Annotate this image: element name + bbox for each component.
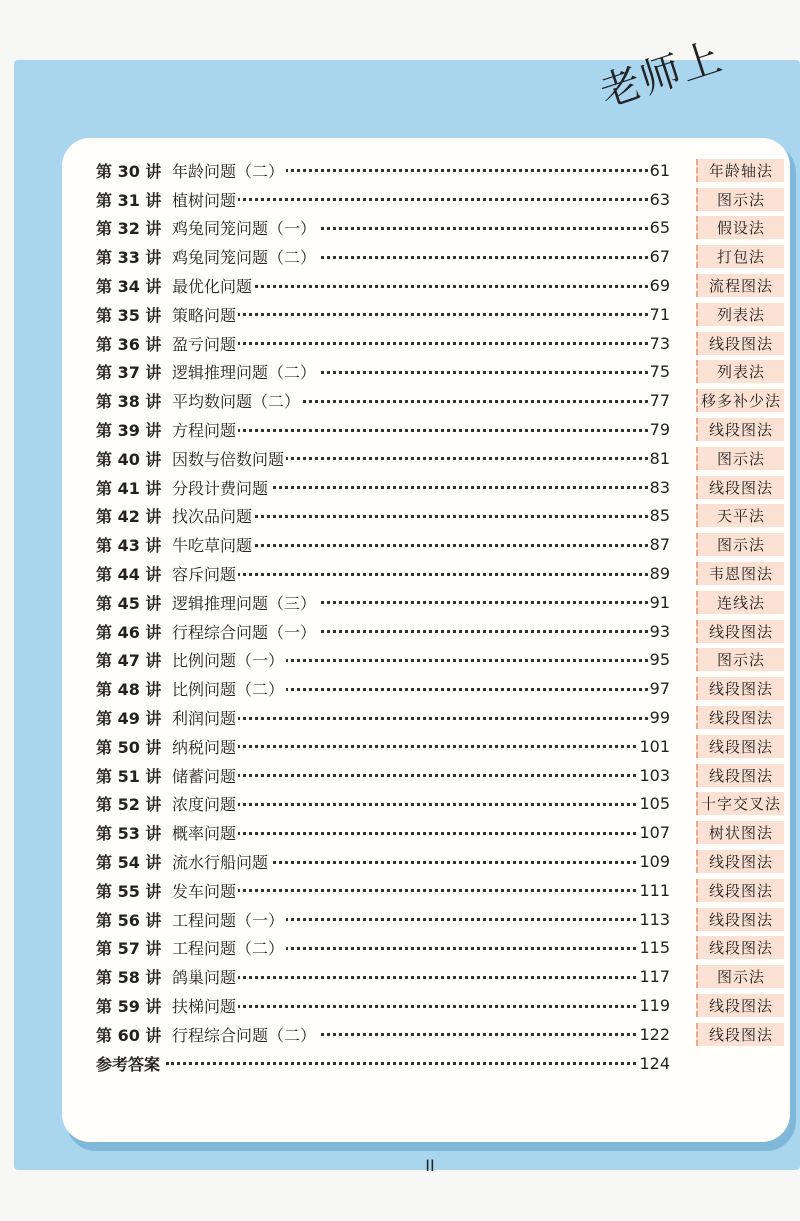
lecture-title[interactable]: 流水行船问题 (172, 850, 270, 873)
toc-row[interactable] (96, 847, 786, 876)
method-badge: 线段图法 (696, 764, 784, 787)
method-badge: 打包法 (696, 245, 784, 268)
dot-leader (176, 774, 666, 777)
method-badge: 列表法 (696, 360, 784, 383)
page-ref: 67 (649, 247, 670, 267)
toc-row[interactable] (96, 1020, 786, 1049)
method-badge: 连线法 (696, 591, 784, 614)
page-ref: 117 (639, 967, 670, 987)
toc-row[interactable] (96, 214, 786, 243)
lecture-number: 第 54 讲 (96, 853, 162, 873)
lecture-title[interactable]: 储蓄问题 (172, 764, 238, 787)
page-ref: 77 (649, 391, 670, 411)
toc-row[interactable] (96, 818, 786, 847)
toc-row[interactable] (96, 646, 786, 675)
lecture-title[interactable]: 概率问题 (172, 821, 238, 844)
lecture-number: 第 51 讲 (96, 766, 162, 786)
toc-row[interactable] (96, 386, 786, 415)
answers-title[interactable]: 参考答案 (96, 1052, 162, 1075)
toc-row[interactable] (96, 790, 786, 819)
toc-row[interactable] (96, 271, 786, 300)
toc-row[interactable] (96, 934, 786, 963)
lecture-title[interactable]: 利润问题 (172, 706, 238, 729)
page-ref: 85 (649, 506, 670, 526)
lecture-number: 第 46 讲 (96, 622, 162, 642)
page-ref: 63 (649, 189, 670, 209)
page-ref: 87 (649, 535, 670, 555)
method-badge: 图示法 (696, 447, 784, 470)
lecture-title[interactable]: 方程问题 (172, 418, 238, 441)
toc-row[interactable] (96, 991, 786, 1020)
lecture-title[interactable]: 盈亏问题 (172, 332, 238, 355)
toc-row[interactable] (96, 242, 786, 271)
lecture-number: 第 53 讲 (96, 824, 162, 844)
dot-leader (176, 573, 666, 576)
lecture-title[interactable]: 行程综合问题（一） (172, 620, 318, 643)
lecture-title[interactable]: 平均数问题（二） (172, 389, 302, 412)
toc-row[interactable] (96, 473, 786, 502)
method-badge: 列表法 (696, 303, 784, 326)
lecture-title[interactable]: 工程问题（二） (172, 936, 286, 959)
method-badge: 线段图法 (696, 706, 784, 729)
header-title-fragment: 老师上 (594, 33, 729, 117)
method-badge: 线段图法 (696, 850, 784, 873)
lecture-title[interactable]: 鸽巢问题 (172, 965, 238, 988)
toc-row[interactable] (96, 444, 786, 473)
lecture-title[interactable]: 逻辑推理问题（三） (172, 591, 318, 614)
toc-row[interactable] (96, 674, 786, 703)
method-badge: 图示法 (696, 965, 784, 988)
method-badge: 树状图法 (696, 821, 784, 844)
lecture-title[interactable]: 鸡兔同笼问题（二） (172, 245, 318, 268)
dot-leader (176, 832, 666, 835)
lecture-number: 第 55 讲 (96, 881, 162, 901)
method-badge: 线段图法 (696, 418, 784, 441)
lecture-number: 第 31 讲 (96, 190, 162, 210)
method-badge: 线段图法 (696, 908, 784, 931)
page-ref: 97 (649, 679, 670, 699)
answers-page-ref: 124 (639, 1053, 670, 1073)
page-ref: 93 (649, 621, 670, 641)
lecture-title[interactable]: 发车问题 (172, 879, 238, 902)
lecture-title[interactable]: 逻辑推理问题（二） (172, 360, 318, 383)
dot-leader (176, 342, 666, 345)
method-badge: 韦恩图法 (696, 562, 784, 585)
toc-row[interactable] (96, 962, 786, 991)
method-badge: 十字交叉法 (696, 792, 784, 815)
page-ref: 119 (639, 996, 670, 1015)
method-badge: 线段图法 (696, 620, 784, 643)
lecture-title[interactable]: 最优化问题 (172, 274, 254, 297)
page-ref: 95 (649, 650, 670, 670)
page-ref: 75 (649, 362, 670, 382)
lecture-number: 第 38 讲 (96, 392, 162, 412)
page-ref: 73 (649, 333, 670, 353)
lecture-title[interactable]: 牛吃草问题 (172, 533, 254, 556)
toc-row[interactable] (96, 185, 786, 214)
dot-leader (176, 198, 666, 201)
lecture-number: 第 39 讲 (96, 421, 162, 441)
lecture-number: 第 41 讲 (96, 478, 162, 498)
page-ref: 69 (649, 276, 670, 296)
lecture-number: 第 50 讲 (96, 737, 162, 757)
page-ref: 111 (639, 880, 670, 900)
toc-row[interactable] (96, 761, 786, 790)
lecture-number: 第 36 讲 (96, 334, 162, 354)
toc-row[interactable] (96, 358, 786, 387)
page-ref: 81 (649, 448, 670, 468)
lecture-title[interactable]: 纳税问题 (172, 735, 238, 758)
dot-leader (176, 745, 666, 748)
lecture-title[interactable]: 策略问题 (172, 303, 238, 326)
lecture-title[interactable]: 因数与倍数问题 (172, 447, 286, 470)
lecture-number: 第 35 讲 (96, 305, 162, 325)
lecture-title[interactable]: 容斥问题 (172, 562, 238, 585)
page-ref: 109 (639, 852, 670, 872)
page-ref: 107 (639, 823, 670, 843)
dot-leader (176, 803, 666, 806)
table-of-contents (96, 156, 786, 1078)
lecture-number: 第 45 讲 (96, 593, 162, 613)
toc-row[interactable] (96, 703, 786, 732)
lecture-number: 第 58 讲 (96, 968, 162, 988)
page-ref: 61 (649, 160, 670, 180)
method-badge: 流程图法 (696, 274, 784, 297)
page-ref: 113 (639, 909, 670, 929)
lecture-number: 第 47 讲 (96, 651, 162, 671)
method-badge: 图示法 (696, 188, 784, 211)
toc-row[interactable] (96, 415, 786, 444)
toc-row[interactable] (96, 530, 786, 559)
page-ref: 65 (649, 218, 670, 238)
lecture-number: 第 42 讲 (96, 507, 162, 527)
lecture-title[interactable]: 找次品问题 (172, 504, 254, 527)
method-badge: 线段图法 (696, 677, 784, 700)
toc-row[interactable] (96, 617, 786, 646)
page-ref: 101 (639, 736, 670, 756)
page-ref: 122 (639, 1024, 670, 1044)
method-badge: 线段图法 (696, 936, 784, 959)
dot-leader (176, 1005, 666, 1008)
method-badge: 图示法 (696, 533, 784, 556)
method-badge: 移多补少法 (696, 389, 784, 412)
lecture-number: 第 34 讲 (96, 277, 162, 297)
page-number: II (425, 1156, 435, 1175)
lecture-number: 第 52 讲 (96, 795, 162, 815)
page-ref: 89 (649, 564, 670, 584)
toc-row[interactable] (96, 588, 786, 617)
lecture-title[interactable]: 扶梯问题 (172, 994, 238, 1017)
lecture-title[interactable]: 植树问题 (172, 188, 238, 211)
lecture-number: 第 48 讲 (96, 680, 162, 700)
lecture-title[interactable]: 比例问题（二） (172, 677, 286, 700)
page-ref: 103 (639, 765, 670, 785)
page-ref: 99 (649, 708, 670, 728)
lecture-number: 第 43 讲 (96, 536, 162, 556)
toc-row[interactable] (96, 156, 786, 185)
lecture-number: 第 49 讲 (96, 709, 162, 729)
dot-leader (176, 429, 666, 432)
dot-leader (176, 889, 666, 892)
method-badge: 线段图法 (696, 994, 784, 1017)
page-ref: 91 (649, 592, 670, 612)
toc-row[interactable] (96, 329, 786, 358)
lecture-title[interactable]: 比例问题（一） (172, 648, 286, 671)
method-badge: 线段图法 (696, 879, 784, 902)
lecture-number: 第 30 讲 (96, 161, 162, 181)
lecture-title[interactable]: 工程问题（一） (172, 908, 286, 931)
toc-row[interactable] (96, 876, 786, 905)
toc-row[interactable] (96, 300, 786, 329)
toc-row[interactable] (96, 905, 786, 934)
dot-leader (176, 313, 666, 316)
lecture-number: 第 59 讲 (96, 997, 162, 1016)
method-badge: 线段图法 (696, 476, 784, 499)
page-ref: 83 (649, 477, 670, 497)
dot-leader (176, 717, 666, 720)
toc-row[interactable] (96, 559, 786, 588)
lecture-number: 第 57 讲 (96, 939, 162, 959)
lecture-title[interactable]: 鸡兔同笼问题（一） (172, 216, 318, 239)
method-badge: 图示法 (696, 648, 784, 671)
method-badge: 线段图法 (696, 735, 784, 758)
lecture-number: 第 37 讲 (96, 363, 162, 383)
dot-leader (176, 976, 666, 979)
toc-row[interactable] (96, 502, 786, 531)
method-badge: 线段图法 (696, 1023, 784, 1046)
answers-row[interactable] (96, 1049, 786, 1078)
page-ref: 115 (639, 938, 670, 958)
page-ref: 71 (649, 304, 670, 324)
lecture-number: 第 60 讲 (96, 1025, 162, 1045)
toc-row[interactable] (96, 732, 786, 761)
method-badge: 假设法 (696, 216, 784, 239)
method-badge: 天平法 (696, 504, 784, 527)
lecture-number: 第 40 讲 (96, 449, 162, 469)
lecture-title[interactable]: 年龄问题（二） (172, 159, 286, 182)
lecture-number: 第 32 讲 (96, 219, 162, 239)
page-ref: 105 (639, 794, 670, 814)
lecture-title[interactable]: 浓度问题 (172, 792, 238, 815)
lecture-title[interactable]: 行程综合问题（二） (172, 1023, 318, 1046)
lecture-number: 第 44 讲 (96, 565, 162, 585)
method-badge: 线段图法 (696, 332, 784, 355)
dot-leader (166, 1062, 666, 1065)
lecture-number: 第 33 讲 (96, 248, 162, 268)
method-badge: 年龄轴法 (696, 159, 784, 182)
lecture-number: 第 56 讲 (96, 910, 162, 930)
page-ref: 79 (649, 420, 670, 440)
lecture-title[interactable]: 分段计费问题 (172, 476, 270, 499)
